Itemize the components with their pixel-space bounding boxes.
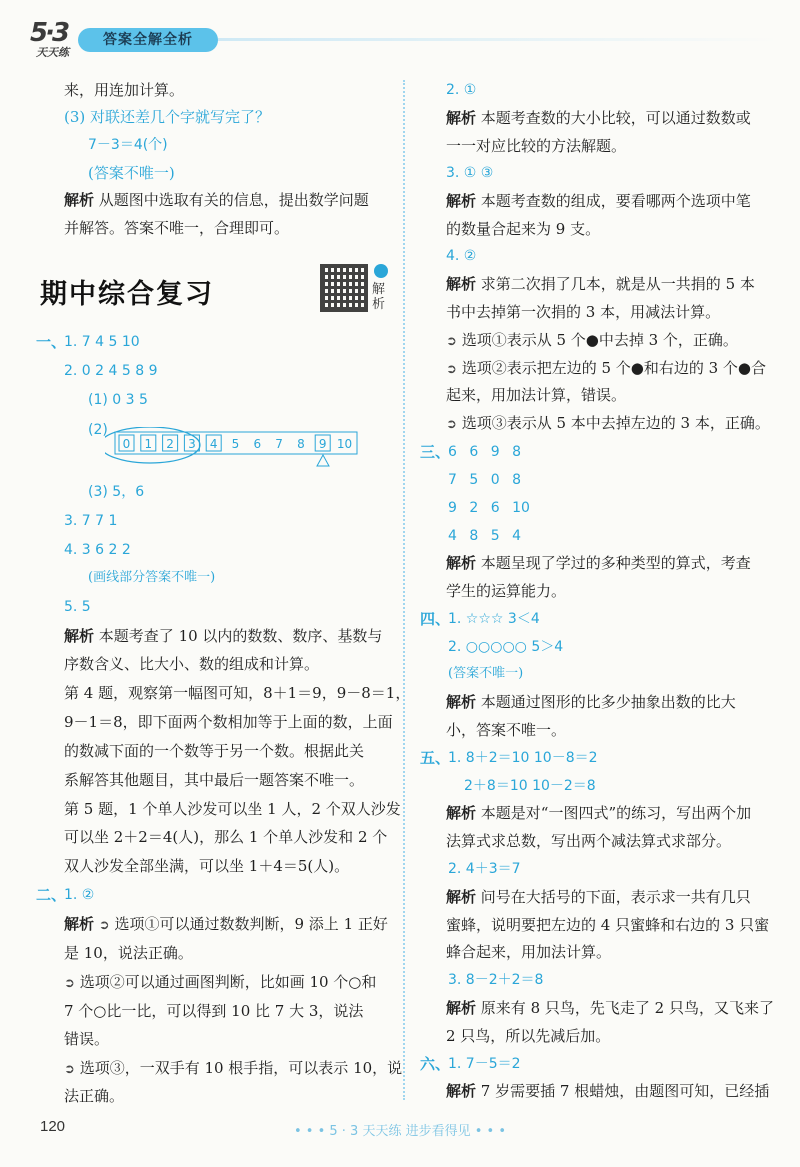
- ruler-digit: 2: [166, 437, 174, 451]
- option-line: [446, 358, 766, 380]
- answer-line: 1. 7－5＝2: [448, 1056, 521, 1072]
- answer-note: (画线部分答案不唯一): [88, 570, 216, 585]
- ruler-digit: 10: [336, 437, 353, 451]
- answer-line: (1) 0 3 5: [88, 392, 148, 408]
- column-divider: [403, 80, 405, 1100]
- analysis-line: [446, 553, 751, 573]
- option-line: [64, 1058, 402, 1080]
- option-line: [64, 972, 376, 994]
- text-line: 2 只鸟，所以先减后加。: [446, 1027, 611, 1045]
- answer-line: 2. ①: [446, 82, 477, 98]
- analysis-label: 解析: [446, 693, 477, 711]
- text-line: 系解答其他题目，其中最后一题答案不唯一。: [64, 771, 365, 789]
- analysis-text: 本题通过图形的比多少抽象出数的比大: [480, 693, 736, 711]
- part-heading: 五、: [420, 749, 451, 767]
- header-rule: [218, 38, 778, 41]
- text-line: 序数含义、比大小、数的组成和计算。: [64, 655, 320, 673]
- answer-line: 6 6 9 8: [448, 444, 521, 460]
- arrow-icon: ➲: [98, 918, 110, 933]
- analysis-label: 解析: [446, 888, 477, 906]
- option-text: 选项③表示从 5 本中去掉左边的 3 本，正确。: [461, 414, 770, 432]
- brand-logo-sub: 天天练: [36, 46, 69, 59]
- ruler-digit: 7: [275, 437, 283, 451]
- analysis-text: 从题图中选取有关的信息，提出数学问题: [98, 191, 369, 209]
- text-line: 一一对应比较的方法解题。: [446, 137, 627, 155]
- answer-line: (2): [88, 422, 108, 438]
- page-number: 120: [40, 1118, 66, 1135]
- answer-line: 1. 8＋2＝10 10－8＝2: [448, 750, 598, 766]
- text-line: 法算式求总数，写出两个减法算式求部分。: [446, 832, 732, 850]
- answer-line: 7－3＝4(个): [88, 137, 168, 153]
- arrow-icon: ➲: [446, 334, 457, 349]
- question-text: (3) 对联还差几个字就写完了？: [64, 108, 271, 126]
- text-line: 来，用连加计算。: [64, 81, 185, 99]
- text-line: 学生的运算能力。: [446, 582, 567, 600]
- analysis-text: 7 岁需要插 7 根蜡烛，由题图可知，已经插: [480, 1082, 770, 1100]
- arrow-icon: ➲: [64, 976, 75, 991]
- analysis-line: [446, 803, 751, 823]
- ruler-digit: 0: [122, 437, 131, 451]
- answer-line: 3. 8－2＋2＝8: [448, 972, 544, 988]
- answer-line: 4. ②: [446, 248, 477, 264]
- ruler-digit: 1: [144, 437, 153, 451]
- text-line: 第 4 题，观察第一幅图可知，8＋1＝9，9－8＝1，: [64, 684, 411, 702]
- analysis-line: [446, 1081, 769, 1101]
- answer-line: 7 5 0 8: [448, 472, 521, 488]
- answer-line: 2. ○○○○○ 5＞4: [448, 639, 564, 655]
- analysis-label: 解析: [446, 804, 477, 822]
- analysis-text: 本题考查数的大小比较，可以通过数数或: [480, 109, 751, 127]
- qr-code[interactable]: [320, 264, 368, 312]
- analysis-text: 求第二次捐了几本，就是从一共捐的 5 本: [480, 275, 755, 293]
- analysis-label: 解析: [446, 192, 477, 210]
- header-title: 答案全解全析: [78, 28, 218, 52]
- answer-line: 2. 0 2 4 5 8 9: [64, 363, 158, 379]
- option-text: 选项③，一双手有 10 根手指，可以表示 10，说: [79, 1059, 403, 1077]
- text-line: 9－1＝8，即下面两个数相加等于上面的数，上面: [64, 713, 393, 731]
- analysis-line: [446, 692, 736, 712]
- ruler-digit: 6: [253, 437, 262, 451]
- arrow-icon: ➲: [64, 1062, 75, 1077]
- text-line: 法正确。: [64, 1087, 125, 1105]
- footer-slogan: • • • 5 · 3 天天练 进步看得见 • • •: [293, 1124, 506, 1139]
- analysis-line: [446, 887, 751, 907]
- section-title: 期中综合复习: [40, 279, 214, 310]
- ruler-digit: 3: [188, 437, 196, 451]
- text-line: 蜜蜂，说明要把左边的 4 只蜜蜂和右边的 3 只蜜: [446, 916, 770, 934]
- answer-line: 2. 4＋3＝7: [448, 861, 521, 877]
- text-line: 双人沙发全部坐满，可以坐 1＋4＝5(人)。: [64, 857, 350, 875]
- text-line: 的数量合起来为 9 支。: [446, 220, 601, 238]
- answer-line: 5. 5: [64, 599, 91, 615]
- part-heading: 三、: [420, 443, 451, 461]
- answer-line: 4 8 5 4: [448, 528, 521, 544]
- play-icon[interactable]: [374, 264, 388, 278]
- page-header: [0, 0, 800, 60]
- answer-note: (答案不唯一): [88, 164, 175, 182]
- analysis-line: [446, 108, 751, 128]
- brand-logo: 5·3: [30, 18, 68, 48]
- arrow-icon: ➲: [446, 417, 457, 432]
- part-heading: 四、: [420, 610, 451, 628]
- text-line: 7 个○比一比，可以得到 10 比 7 大 3，说法: [64, 1002, 364, 1020]
- analysis-text: 原来有 8 只鸟，先飞走了 2 只鸟，又飞来了: [480, 999, 774, 1017]
- option-line: [446, 330, 738, 352]
- answer-note: (答案不唯一): [448, 666, 524, 681]
- text-line: 是 10，说法正确。: [64, 944, 193, 962]
- triangle-marker: [317, 455, 329, 466]
- analysis-line: [446, 998, 774, 1018]
- answer-line: 1. 7 4 5 10: [64, 334, 140, 350]
- option-text: 选项②表示把左边的 5 个●和右边的 3 个●合: [461, 359, 767, 377]
- analysis-line: [64, 914, 388, 936]
- analysis-label: 解析: [64, 915, 95, 933]
- answer-line: 4. 3 6 2 2: [64, 542, 131, 558]
- answer-line: 3. 7 7 1: [64, 513, 118, 529]
- ruler-digit: 4: [209, 437, 218, 451]
- option-text: 选项②可以通过画图判断，比如画 10 个○和: [79, 973, 377, 991]
- analysis-line: [64, 626, 382, 646]
- option-line: [446, 413, 770, 435]
- number-ruler: [105, 427, 360, 467]
- part-heading: 一、: [36, 333, 67, 351]
- answer-line: 1. ☆☆☆ 3＜4: [448, 611, 540, 627]
- analysis-text: 本题呈现了学过的多种类型的算式，考查: [480, 554, 751, 572]
- analysis-text: 选项①可以通过数数判断，9 添上 1 正好: [114, 915, 388, 933]
- analysis-text: 本题是对“一图四式”的练习，写出两个加: [480, 804, 752, 822]
- text-line: 起来，用加法计算，错误。: [446, 386, 627, 404]
- answer-line: 9 2 6 10: [448, 500, 530, 516]
- analysis-text: 问号在大括号的下面，表示求一共有几只: [480, 888, 751, 906]
- qr-label: 解析: [372, 282, 386, 312]
- ruler-digit: 8: [297, 437, 305, 451]
- analysis-label: 解析: [446, 1082, 477, 1100]
- part-heading: 六、: [420, 1055, 451, 1073]
- ruler-digit: 5: [231, 437, 240, 451]
- analysis-text: 本题考查数的组成，要看哪两个选项中笔: [480, 192, 751, 210]
- text-line: 并解答。答案不唯一，合理即可。: [64, 219, 290, 237]
- analysis-line: [446, 191, 751, 211]
- arrow-icon: ➲: [446, 362, 457, 377]
- analysis-text: 本题考查了 10 以内的数数、数序、基数与: [98, 627, 383, 645]
- text-line: 书中去掉第一次捐的 3 本，用减法计算。: [446, 303, 721, 321]
- text-line: 小，答案不唯一。: [446, 721, 567, 739]
- analysis-line: [446, 274, 755, 294]
- text-line: 第 5 题，1 个单人沙发可以坐 1 人，2 个双人沙发: [64, 800, 401, 818]
- analysis-label: 解析: [64, 191, 95, 209]
- text-line: 错误。: [64, 1030, 110, 1048]
- answer-line: 3. ① ③: [446, 165, 494, 181]
- analysis-label: 解析: [446, 275, 477, 293]
- text-line: 可以坐 2＋2＝4(人)，那么 1 个单人沙发和 2 个: [64, 828, 388, 846]
- analysis-line: [64, 190, 369, 210]
- analysis-label: 解析: [446, 999, 477, 1017]
- analysis-label: 解析: [446, 554, 477, 572]
- text-line: 的数减下面的一个数等于另一个数。根据此关: [64, 742, 365, 760]
- analysis-label: 解析: [64, 627, 95, 645]
- answer-line: (3) 5，6: [88, 484, 145, 500]
- ruler-digit: 9: [318, 437, 327, 451]
- text-line: 蜂合起来，用加法计算。: [446, 943, 612, 961]
- analysis-label: 解析: [446, 109, 477, 127]
- answer-line: 2＋8＝10 10－2＝8: [464, 778, 596, 794]
- option-text: 选项①表示从 5 个●中去掉 3 个，正确。: [461, 331, 738, 349]
- part-heading: 二、: [36, 886, 67, 904]
- answer-line: 1. ②: [64, 887, 95, 903]
